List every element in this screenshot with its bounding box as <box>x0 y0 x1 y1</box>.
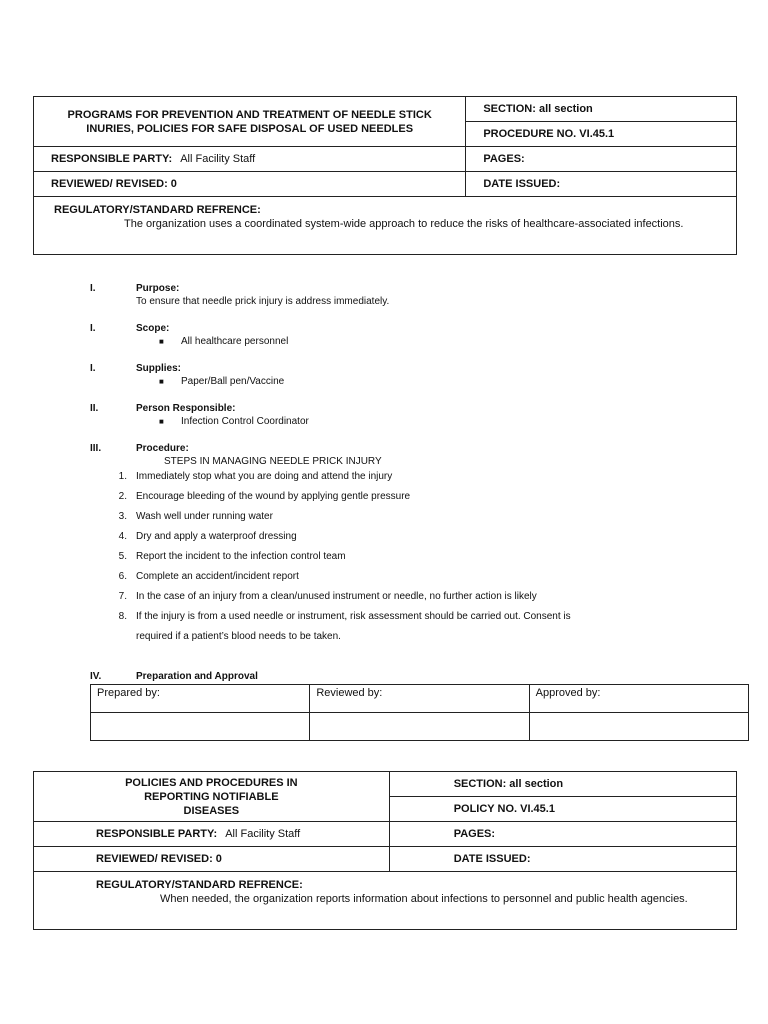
section-number: I. <box>90 363 96 374</box>
step-number: 4. <box>118 531 127 542</box>
scope-item: All healthcare personnel <box>181 336 289 347</box>
step-text: If the injury is from a used needle or instrument, risk assessment should be carried out. Consent is <box>136 611 571 622</box>
section-heading: Scope: <box>136 323 170 334</box>
reviewed-by-label: Reviewed by: <box>310 685 529 713</box>
form2-pages: PAGES: <box>389 822 736 847</box>
section-heading: Supplies: <box>136 363 182 374</box>
reviewed-by-field[interactable] <box>310 713 529 741</box>
section-number: III. <box>90 443 102 454</box>
prepared-by-field[interactable] <box>91 713 310 741</box>
section-heading: Purpose: <box>136 283 180 294</box>
form1-section: SECTION: all section <box>466 97 737 122</box>
step-text: Encourage bleeding of the wound by applying gentle pressure <box>136 491 411 502</box>
regulatory-text: The organization uses a coordinated system-wide approach to reduce the risks of healthcare-associated infections. <box>124 218 684 230</box>
step-text: Wash well under running water <box>136 511 273 522</box>
form1-procedure-no: PROCEDURE NO. VI.45.1 <box>466 122 737 147</box>
purpose-text: To ensure that needle prick injury is address immediately. <box>136 296 390 307</box>
step-text: Dry and apply a waterproof dressing <box>136 531 297 542</box>
section-number: II. <box>90 403 99 414</box>
form1-pages: PAGES: <box>466 147 737 172</box>
form2-policy-no: POLICY NO. VI.45.1 <box>389 797 736 822</box>
form1-reviewed: REVIEWED/ REVISED: 0 <box>34 172 466 197</box>
regulatory-text: When needed, the organization reports information about infections to personnel and public health agencies. <box>160 893 688 905</box>
prepared-by-label: Prepared by: <box>91 685 310 713</box>
form2-regulatory-reference <box>34 872 737 930</box>
step-number: 3. <box>118 511 127 522</box>
supplies-item: Paper/Ball pen/Vaccine <box>181 376 285 387</box>
form2-title: POLICIES AND PROCEDURES IN REPORTING NOTIFIABLE DISEASES <box>34 772 390 822</box>
step-number: 8. <box>118 611 127 622</box>
approval-table <box>90 684 749 741</box>
section-number: I. <box>90 323 96 334</box>
approved-by-field[interactable] <box>529 713 748 741</box>
step-number: 1. <box>118 471 127 482</box>
step-text: Immediately stop what you are doing and attend the injury <box>136 471 393 482</box>
person-item: Infection Control Coordinator <box>181 416 309 427</box>
procedure-subtitle: STEPS IN MANAGING NEEDLE PRICK INJURY <box>164 456 382 467</box>
step-text: Complete an accident/incident report <box>136 571 299 582</box>
step-number: 6. <box>118 571 127 582</box>
step-number: 7. <box>118 591 127 602</box>
section-number: IV. <box>90 671 102 682</box>
step-number: 5. <box>118 551 127 562</box>
header-table-2 <box>33 771 737 930</box>
form2-reviewed: REVIEWED/ REVISED: 0 <box>34 847 390 872</box>
section-heading: Procedure: <box>136 443 189 454</box>
form2-date-issued: DATE ISSUED: <box>389 847 736 872</box>
approved-by-label: Approved by: <box>529 685 748 713</box>
step-number: 2. <box>118 491 127 502</box>
responsible-party-value: All Facility Staff <box>225 828 301 840</box>
regulatory-label: REGULATORY/STANDARD REFRENCE: <box>96 879 303 891</box>
form1-regulatory-reference <box>34 197 737 255</box>
form1-responsible-party <box>34 147 466 172</box>
bullet-icon: ■ <box>159 417 164 426</box>
bullet-icon: ■ <box>159 337 164 346</box>
responsible-party-value: All Facility Staff <box>180 153 256 165</box>
responsible-party-label: RESPONSIBLE PARTY: <box>96 828 218 840</box>
responsible-party-label: RESPONSIBLE PARTY: <box>51 153 173 165</box>
regulatory-label: REGULATORY/STANDARD REFRENCE: <box>54 204 261 216</box>
step-text: In the case of an injury from a clean/unused instrument or needle, no further action is likely <box>136 591 537 602</box>
section-number: I. <box>90 283 96 294</box>
form1-title: PROGRAMS FOR PREVENTION AND TREATMENT OF NEEDLE STICK INURIES, POLICIES FOR SAFE DISPOSAL OF USED NEEDLES <box>34 97 466 147</box>
form1-date-issued: DATE ISSUED: <box>466 172 737 197</box>
bullet-icon: ■ <box>159 377 164 386</box>
form2-section: SECTION: all section <box>389 772 736 797</box>
header-table-1 <box>33 96 737 255</box>
section-heading: Person Responsible: <box>136 403 236 414</box>
step-text: Report the incident to the infection control team <box>136 551 346 562</box>
form2-responsible-party <box>34 822 390 847</box>
section-heading: Preparation and Approval <box>136 671 258 682</box>
procedure-step-continuation: required if a patient’s blood needs to be taken. <box>136 631 341 642</box>
